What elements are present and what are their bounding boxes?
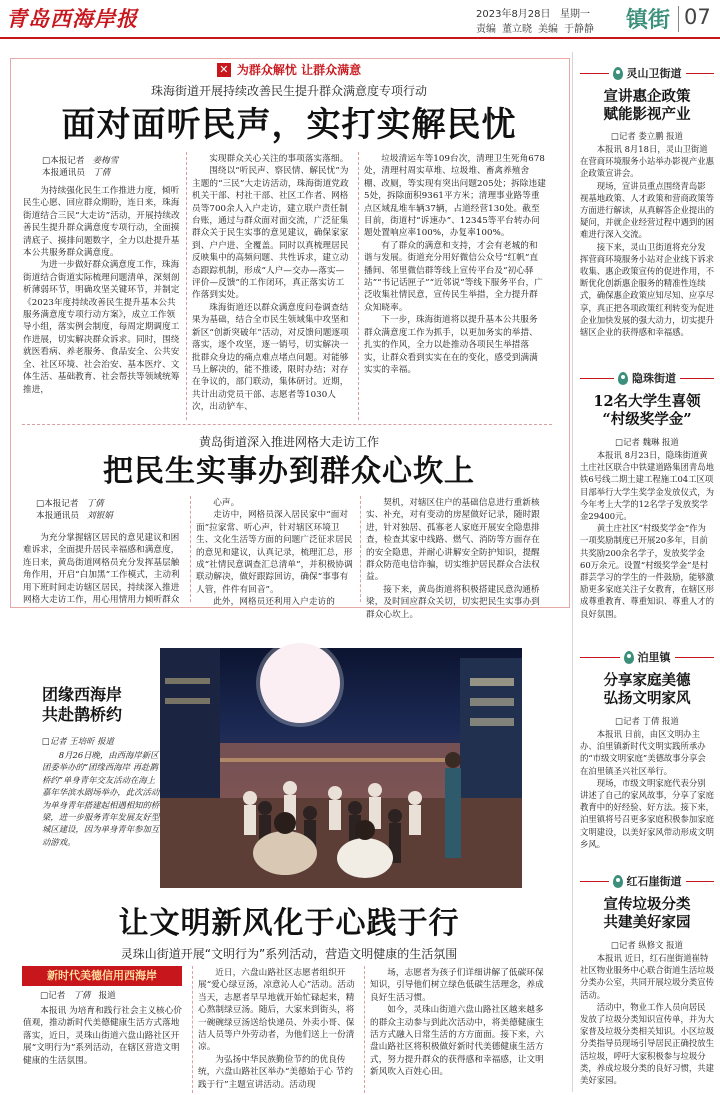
story1-body: 本报讯 8月18日，灵山卫街道在营商环境服务小站举办影视产业惠企政策宣讲会。 现场，宣讲员重点围绕青岛影视基地政策、人才政策和营商政策等方面进行解读，从真解答企业提出的疑问，并就企业经营过程中遇到的困难进行深入交流。 接下来，灵山卫街道将充分发挥营商环境服务小站对企业线下诉求收集、惠企政策宣传的促进作用，不断优化创新惠企服务的精准性连续式，确保惠企政策应知尽知、应享尽享，真正把各项政策红利转变为促进企业加快发展的强大动力，切实提升辖区企业的获得感和幸福感。 xyxy=(580,144,714,338)
story4-byline: □记者 纵修文 报道 xyxy=(611,940,683,950)
kicker-x-icon: ✕ xyxy=(217,63,231,77)
page-number: 07 xyxy=(684,5,711,29)
kicker-text: 为群众解忧 让群众满意 xyxy=(236,63,362,77)
article1-headline: 面对面听民声，实打实解民忧 xyxy=(61,105,517,145)
story1-byline: □记者 娄立鹏 报道 xyxy=(611,131,683,141)
section-header-poli: 泊里镇 xyxy=(580,646,714,668)
designer-label: 美编 xyxy=(538,24,558,35)
event-photo xyxy=(160,648,522,888)
photo-title-line1: 团缘西海岸 xyxy=(42,685,123,704)
section-header-yinzhu: 隐珠街道 xyxy=(580,367,714,389)
article3-col1: 本报讯 为培育和践行社会主义核心价值观，推动新时代美德健康生活方式落地落实，近日，灵珠山街道六盘山路社区开展“文明行为”系列活动，在辖区营造文明健康的生活氛围。 xyxy=(23,1006,183,1066)
section-name: 镇街 xyxy=(626,8,671,33)
event-photo-illustration xyxy=(160,648,522,888)
location-pin-icon xyxy=(613,67,623,80)
article2-col1: 为充分掌握辖区居民的意见建议和困难诉求，全面提升居民幸福感和满意度，连日来，黄岛街道网格员充分发挥基层触角作用，开启“白加黑”工作模式，主动利用下班时间走访辖区居民，持续深入推进网格大走访工作，用心用情用力倾听群众 xyxy=(23,533,180,606)
article2-headline: 把民生实事办到群众心坎上 xyxy=(103,454,475,489)
article1-col3: 垃圾清运车等109台次，清理卫生死角678处，清理村周实草堆、垃圾堆、畜禽养殖舍棚、改厕，等实现有突出问题205处；拆除违建5处，拆除面积9361平方米；清理事业路等重点区域乱堆车辆37辆，占道经营130处。截至目前，街道村“诉速办”、12345等平台转办问题处置响应率100%，办复率100%。 有了群众的满意和支持，才会有老城的和谐与发展。街道充分用好微信公众号“红帆”直播间、邻里微信群等线上宣传平台及“初心驿站”“书记话匣子”“近邻说”等线下服务平台，广泛收集社情民意，宣传民生举措，全力提升群众知晓率。 下一步，珠海街道将以提升基本公共服务群众满意度工作为抓手，以更加务实的举措、扎实的作风，全力以赴推动各项民生举措落实，让群众看到实实在在的变化，感受到满满实实的幸福。 xyxy=(364,154,546,375)
article1-byline: □本报记者 姜梅雪 本报通讯员 丁倩 xyxy=(42,156,119,179)
story2-body: 本报讯 8月23日，隐珠街道黄土庄社区联合中铁建道路集团青岛地铁6号线二期土建工程施工04工区项目部举行大学生奖学金发放仪式，为今年考上大学的12名学子发放奖学金29400元。 黄土庄社区“村级奖学金”作为一项奖励制度已开展20多年，目前共奖励200余名学子，发放奖学金60万余元。设置“村级奖学金”是村群芸学习的学生的一件鼓励，能够激励更多家庭关注子女教育，在辖区形成尊重教育、尊重知识、尊重人才的良好氛围。 xyxy=(580,450,714,619)
article3-col2: 近日，六盘山路社区志愿者组织开展“爱心绿豆汤，凉意沁人心”活动。活动当天，志愿者早早地就开始忙碌起来，精心熬制绿豆汤。随后，大家来到街头，将一碗碗绿豆汤送给快递员、外卖小哥、保洁人员等户外劳动者，为他们送上一份清凉。 为弘扬中华民族勤俭节约的优良传统，六盘山路社区举办“美德始于心 节约践于行”主题宣讲活动。活动现 xyxy=(198,968,355,1090)
article3-headline: 让文明新风化于心践于行 xyxy=(118,906,460,941)
photo-caption-box xyxy=(42,685,160,880)
location-pin-icon xyxy=(624,651,634,664)
article2-byline: □本报记者 丁倩 本报通讯员 刘银娟 xyxy=(36,499,113,522)
story2-byline: □记者 魏琳 报道 xyxy=(615,437,679,447)
weekday: 星期一 xyxy=(560,9,590,20)
story1-title: 宣讲惠企政策 赋能影视产业 xyxy=(603,88,691,123)
story2-title: 12名大学生喜领 “村级奖学金” xyxy=(593,393,701,428)
photo-reporter: □记者 王培昕 报道 xyxy=(42,736,114,746)
story3-byline: □记者 丁倩 报道 xyxy=(615,716,679,726)
story3-title: 分享家庭美德 弘扬文明家风 xyxy=(603,672,691,707)
kicker xyxy=(0,61,578,78)
article2-subtitle: 黄岛街道深入推进网格大走访工作 xyxy=(198,435,379,449)
story4-body: 本报讯 近日，红石崖街道崔特社区物业服务中心联合街道生活垃圾分类办公室，共同开展垃圾分类宣传活动。 活动中，物业工作人员向居民发放了垃圾分类知识宣传单，并为大家普及垃圾分类相关知识。小区垃圾分类指导员现场引导居民正确投放生活垃圾，呼吁大家积极参与垃圾分类，养成垃圾分类的良好习惯，共建美好家园。 xyxy=(580,953,714,1086)
column-tag: 新时代美德信用西海岸 xyxy=(22,966,182,986)
issue-date: 2023年8月28日 xyxy=(476,9,551,20)
newspaper-logo: 青岛西海岸报 xyxy=(6,6,138,31)
article3-col3: 场，志愿者为孩子们详细讲解了低碳环保知识，引导他们树立绿色低碳生活理念，养成良好生活习惯。 如今，灵珠山街道六盘山路社区越来越多的群众主动参与到此次活动中，将美德健康生活方式融入日常生活的方方面面。接下来，六盘山路社区将积极做好新时代美德健康生活方式，努力提升群众的获得感和幸福感，让文明新风吹入百姓心田。 xyxy=(370,968,544,1078)
editor-line xyxy=(476,20,594,35)
right-column-rule xyxy=(572,52,573,1092)
article1-col2: 实现群众关心关注的事项落实落细。 围绕以“听民声、察民情、解民忧”为主题的“三民”大走访活动，珠海街道党政机关干部、村社干部、社区工作者、网格员等700余人入户走访，建立联户责任制台账，通过与群众面对面交流，广泛征集群众关于民生实事的意见建议，确保家家到、户户进、全覆盖。同时以真梳理居民反映集中的高频问题、共性诉求，建立动态跟踪机制，形成“人户—交办—落实—评价—反馈”的工作闭环，真正落实访工作落到实处。 珠海街道还以群众满意度问卷调查结果为基础，结合全市民生领域集中攻坚和新区“创新突破年”活动，对反馈问题逐项落实，逐个攻坚，逐一销号，切实解决一批群众身边的痛点难点堵点问题。对能够马上解决的，能不推诿，限时办结；对存在争议的，部门联动，集体研讨。近期，共计出动党员干部、志愿者等1030人次，出动铲车、 xyxy=(192,154,349,413)
story4-title: 宣传垃圾分类 共建美好家园 xyxy=(603,896,691,931)
masthead xyxy=(0,0,720,40)
section-header-lingshanwei: 灵山卫街道 xyxy=(580,62,714,84)
editor-label: 责编 xyxy=(476,24,496,35)
article1-subtitle: 珠海街道开展持续改善民生提升群众满意度专项行动 xyxy=(150,84,427,98)
section-header-hongshiya: 红石崖街道 xyxy=(580,870,714,892)
photo-title-line2: 共赴鹊桥约 xyxy=(42,705,123,724)
designer-name: 于静静 xyxy=(564,24,594,35)
article3-subtitle: 灵珠山街道开展“文明行为”系列活动，营造文明健康的生活氛围 xyxy=(120,947,458,961)
story3-body: 本报讯 日前，由区文明办主办、泊里镇新时代文明实践所承办的“市级文明家庭”美德故事分享会在泊里镇圣兴社区举行。 现场，市级文明家庭代表分别讲述了自己的家风故事，分享了家庭教育中的好经验、好方法。接下来，泊里镇将号召更多家庭积极参加家庭文明建设，以美好家风带动形成文明乡风。 xyxy=(580,729,714,849)
article2-col3: 契机，对辖区住户的基础信息进行重新核实、补充，对有变动的房屋做好记录，随时跟进，针对独居、孤寡老人家庭开展安全隐患排查，检查其家中线路、燃气、消防等方面存在的安全隐患，并耐心讲解安全防护知识，提醒群众防范电信诈骗，切实维护居民群众合法权益。 接下来，黄岛街道将积极搭建民意沟通桥梁，及时回应群众关切，切实把民生实事办到群众心坎上。 xyxy=(366,498,540,620)
editor-name: 董立晓 xyxy=(502,24,532,35)
article2-col2: 心声。 走访中，网格员深入居民家中“面对面”拉家常、听心声，针对辖区环境卫生、文化生活等方面的问题广泛征求居民的意见和建议，认真记录，梳理汇总，形成“社情民意调查汇总清单”，并积极协调联动解决，做好跟踪回访，确保“事事有人管，件件有回音”。 此外，网格员还利用入户走访的 xyxy=(196,498,353,608)
article-divider xyxy=(22,424,552,426)
article1-col1: 为持续强化民生工作推进力度，倾听民生心愿、回应群众期盼，连日来，珠海街道结合三民“大走访”活动，开展持续改善民生提升群众满意度专项行动，全面摸清底子、摸排问题数字，全力以赴提升基本公共服务群众满意度。 为进一步做好群众满意度工作，珠海街道结合街道实际梳理问题清单，深刻剖析薄弱环节，明确攻坚关键环节，并制定《2023年度持续改善民生提升基本公共服务满意度专项行动方案》，成立工作领导小组，落实例会制度，每周定期调度工作进展，切实解决群众诉求。同时，围绕就医看病、养老服务、食品安全、公共安全、社区环境、社会治安、基本医疗、文体生活、基础教育、社会帮扶等领域统筹推进， xyxy=(23,186,180,395)
photo-caption: 8月26日晚，由西海岸新区团委举办的“团缘西海岸 再赴鹊桥约”单身青年交友活动在海上嘉年华滨水剧场举办，此次活动为单身青年搭建起相遇相知的桥梁，进一步服务青年发展友好型城区建设，因为单身青年参加互动游戏。 xyxy=(42,750,160,847)
location-pin-icon xyxy=(618,372,628,385)
location-pin-icon xyxy=(613,875,623,888)
masthead-rule xyxy=(0,37,720,39)
article3-byline: □记者 丁倩 报道 xyxy=(40,991,116,1001)
